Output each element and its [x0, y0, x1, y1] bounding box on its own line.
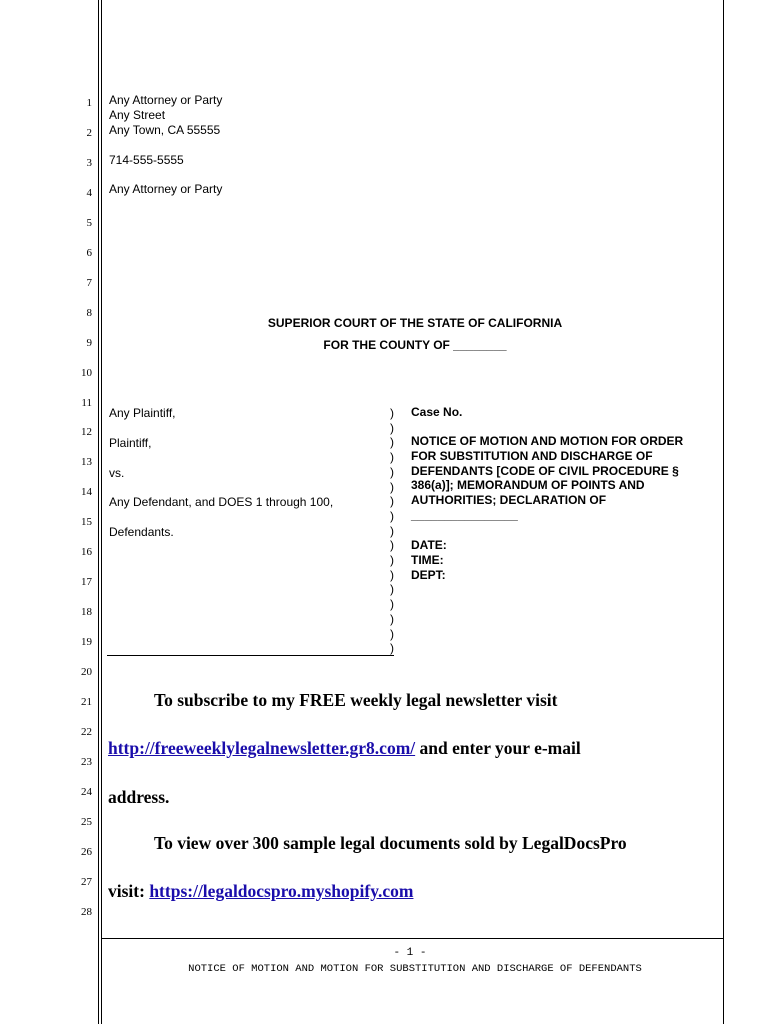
line-number: 27: [81, 875, 92, 888]
docs-line-1: To view over 300 sample legal documents sold by LegalDocsPro: [154, 833, 627, 853]
line-number: 22: [81, 725, 92, 738]
line-number: 17: [81, 576, 92, 589]
caption-paren: ): [390, 435, 394, 450]
line-number: 23: [81, 755, 92, 768]
newsletter-line-1: To subscribe to my FREE weekly legal newsletter visit: [154, 690, 558, 710]
motion-title-line: AUTHORITIES; DECLARATION OF: [411, 493, 607, 508]
caption-paren: ): [390, 567, 394, 582]
line-number: 28: [81, 905, 92, 918]
hearing-date-label: DATE:: [411, 538, 447, 552]
line-number: 19: [81, 636, 92, 649]
line-number: 18: [81, 606, 92, 619]
caption-paren: ): [390, 464, 394, 479]
newsletter-link[interactable]: http://freeweeklylegalnewsletter.gr8.com/: [108, 738, 416, 758]
left-margin-rule-outer: [98, 0, 99, 1024]
motion-title-line: ________________: [411, 508, 518, 522]
line-number: 15: [81, 516, 92, 529]
caption-paren: ): [390, 479, 394, 494]
caption-paren: ): [390, 597, 394, 612]
newsletter-line-2: [108, 738, 581, 759]
court-county: FOR THE COUNTY OF ________: [323, 338, 507, 352]
caption-paren: ): [390, 406, 394, 420]
caption-paren: ): [390, 538, 394, 553]
newsletter-line-3: address.: [108, 787, 170, 807]
line-number: 4: [86, 186, 92, 199]
left-margin-rule-inner: [101, 0, 102, 1024]
newsletter-line-2-rest: and enter your e-mail: [415, 738, 581, 758]
line-number: 6: [86, 246, 92, 259]
motion-title-line: FOR SUBSTITUTION AND DISCHARGE OF: [411, 448, 653, 463]
line-number: 25: [81, 815, 92, 828]
caption-paren: ): [390, 523, 394, 538]
caption-paren: ): [390, 450, 394, 465]
motion-title-line: DEFENDANTS [CODE OF CIVIL PROCEDURE §: [411, 463, 679, 478]
caption-paren: ): [390, 420, 394, 435]
line-number: 10: [81, 366, 92, 379]
line-number: 20: [81, 666, 92, 679]
motion-title-line: 386(a)]; MEMORANDUM OF POINTS AND: [411, 478, 645, 493]
versus: vs.: [109, 466, 125, 480]
line-number: 5: [86, 216, 92, 229]
line-number: 8: [86, 306, 92, 319]
right-margin-rule: [723, 0, 724, 1024]
docs-line-2: [108, 881, 413, 902]
caption-paren: ): [390, 626, 394, 641]
footer-rule: [101, 938, 723, 939]
case-number-label: Case No.: [411, 405, 463, 419]
caption-underline: [107, 655, 394, 656]
line-number: 3: [86, 156, 92, 169]
line-number: 7: [86, 276, 92, 289]
line-number: 9: [86, 336, 92, 349]
line-number: 14: [81, 486, 92, 499]
caption-paren: ): [390, 582, 394, 597]
docs-link[interactable]: https://legaldocspro.myshopify.com: [149, 881, 414, 901]
page-number: - 1 -: [393, 947, 427, 959]
motion-title-line: NOTICE OF MOTION AND MOTION FOR ORDER: [411, 434, 684, 448]
caption-paren: ): [390, 641, 394, 656]
defendant-name: Any Defendant, and DOES 1 through 100,: [109, 495, 334, 509]
attorney-name: Any Attorney or Party: [109, 93, 223, 107]
caption-paren: ): [390, 553, 394, 568]
footer-title: NOTICE OF MOTION AND MOTION FOR SUBSTITUTION AND DISCHARGE OF DEFENDANTS: [188, 963, 642, 975]
caption-paren: ): [390, 508, 394, 523]
hearing-dept-label: DEPT:: [411, 568, 446, 582]
hearing-time-label: TIME:: [411, 553, 444, 567]
attorney-for: Any Attorney or Party: [109, 182, 223, 196]
attorney-phone: 714-555-5555: [109, 153, 184, 167]
caption-parens: [390, 406, 394, 656]
line-number: 11: [81, 396, 92, 409]
line-number: 16: [81, 546, 92, 559]
line-number: 2: [86, 126, 92, 139]
line-number: 13: [81, 456, 92, 469]
line-number: 1: [86, 97, 92, 109]
attorney-city: Any Town, CA 55555: [109, 123, 221, 137]
line-number: 24: [81, 785, 92, 798]
attorney-street: Any Street: [109, 108, 166, 122]
line-number: 26: [81, 845, 92, 858]
defendant-role: Defendants.: [109, 525, 174, 539]
caption-paren: ): [390, 611, 394, 626]
line-number: 21: [81, 696, 92, 708]
court-name: SUPERIOR COURT OF THE STATE OF CALIFORNIA: [267, 316, 563, 330]
plaintiff-role: Plaintiff,: [109, 436, 152, 450]
line-number: 12: [81, 426, 92, 439]
caption-paren: ): [390, 494, 394, 509]
docs-prefix: visit:: [108, 881, 150, 901]
plaintiff-name: Any Plaintiff,: [109, 406, 176, 420]
